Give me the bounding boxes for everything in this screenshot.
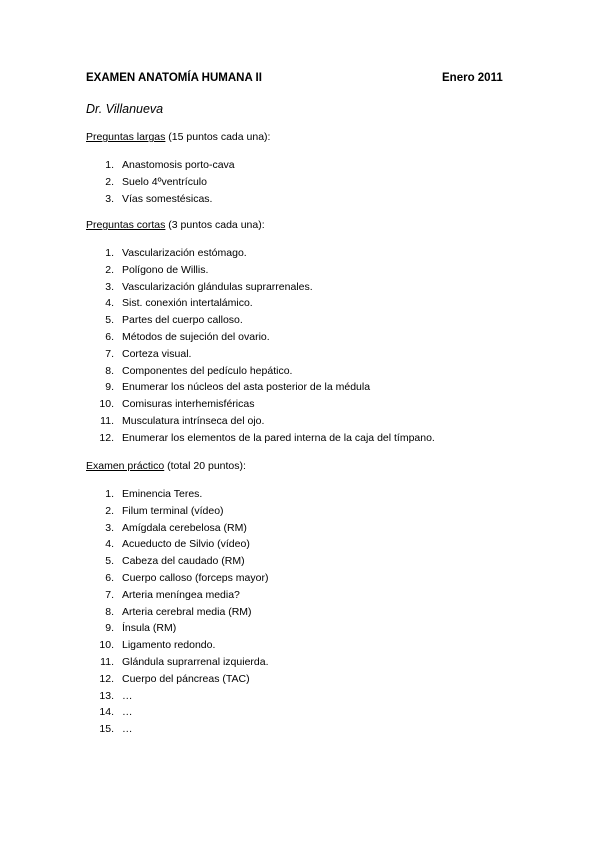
item-number: 5. (105, 314, 114, 327)
item-text: … (122, 723, 133, 736)
item-number: 12. (99, 672, 114, 685)
item-number: 2. (105, 263, 114, 276)
item-text: Eminencia Teres. (122, 488, 203, 500)
item-text: … (122, 689, 133, 702)
item-text: Anastomosis porto-cava (122, 159, 235, 171)
section-heading-label: Examen práctico (86, 460, 165, 472)
item-text: Glándula suprarrenal izquierda. (122, 655, 269, 668)
item-text: Amígdala cerebelosa (RM) (122, 521, 247, 534)
item-number: 11. (100, 655, 114, 668)
item-number: 9. (105, 381, 114, 394)
item-number: 6. (105, 571, 114, 584)
item-number: 13. (99, 689, 114, 702)
item-number: 2. (105, 504, 114, 517)
item-number: 6. (105, 330, 114, 343)
exam-header (86, 72, 510, 90)
item-text: Sist. conexión intertalámico. (122, 297, 253, 310)
item-text: Partes del cuerpo calloso. (122, 314, 243, 327)
item-text: Arteria meníngea media? (122, 588, 240, 601)
item-text: Cuerpo calloso (forceps mayor) (122, 571, 269, 584)
item-text: Suelo 4ºventrículo (122, 175, 207, 188)
item-number: 4. (105, 297, 114, 310)
exam-author: Dr. Villanueva (86, 102, 164, 116)
item-number: 5. (105, 555, 114, 568)
item-text: Comisuras interhemisféricas (122, 398, 255, 411)
section-heading-preguntas-largas (86, 131, 270, 143)
item-text: Enumerar los núcleos del asta posterior de la médula (122, 381, 371, 394)
item-text: Polígono de Willis. (122, 263, 209, 276)
item-number: 7. (105, 588, 114, 601)
item-number: 15. (99, 723, 114, 736)
item-number: 7. (105, 347, 114, 360)
section-heading-examen-practico (86, 460, 246, 472)
item-number: 1. (105, 247, 114, 259)
item-text: Cuerpo del páncreas (TAC) (122, 672, 250, 685)
item-number: 14. (99, 706, 114, 719)
item-text: … (122, 706, 133, 719)
item-text: Acueducto de Silvio (vídeo) (122, 538, 250, 551)
item-number: 1. (105, 488, 114, 500)
item-number: 12. (99, 431, 114, 444)
item-text: Vías somestésicas. (122, 192, 213, 205)
item-number: 3. (105, 280, 114, 293)
item-text: Métodos de sujeción del ovario. (122, 330, 270, 343)
section-heading-preguntas-cortas (86, 219, 265, 231)
item-number: 10. (99, 398, 114, 411)
item-text: Ligamento redondo. (122, 639, 216, 652)
section-heading-label: Preguntas largas (86, 131, 166, 143)
item-number: 9. (105, 622, 114, 635)
item-text: Enumerar los elementos de la pared interna de la caja del tímpano. (122, 431, 435, 444)
item-text: Vascularización estómago. (122, 247, 247, 259)
item-text: Cabeza del caudado (RM) (122, 555, 245, 568)
section-heading-label: Preguntas cortas (86, 219, 166, 231)
section-heading-points: (3 puntos cada una): (165, 219, 265, 231)
item-number: 2. (105, 175, 114, 188)
item-text: Filum terminal (vídeo) (122, 504, 224, 517)
section-heading-points: (15 puntos cada una): (165, 131, 271, 143)
exam-date: Enero 2011 (442, 72, 503, 84)
item-text: Ínsula (RM) (122, 622, 177, 635)
item-text: Musculatura intrínseca del ojo. (122, 414, 265, 427)
item-number: 8. (105, 605, 114, 618)
section-heading-points: (total 20 puntos): (164, 460, 246, 472)
item-number: 3. (105, 521, 114, 534)
item-text: Corteza visual. (122, 347, 192, 360)
item-number: 11. (100, 414, 114, 427)
item-number: 1. (105, 159, 114, 171)
item-number: 10. (99, 639, 114, 652)
item-text: Arteria cerebral media (RM) (122, 605, 252, 618)
item-number: 3. (105, 192, 114, 205)
item-text: Componentes del pedículo hepático. (122, 364, 293, 377)
item-number: 8. (105, 364, 114, 377)
exam-title: EXAMEN ANATOMÍA HUMANA II (86, 72, 262, 84)
item-number: 4. (105, 538, 114, 551)
item-text: Vascularización glándulas suprarrenales. (122, 280, 313, 293)
